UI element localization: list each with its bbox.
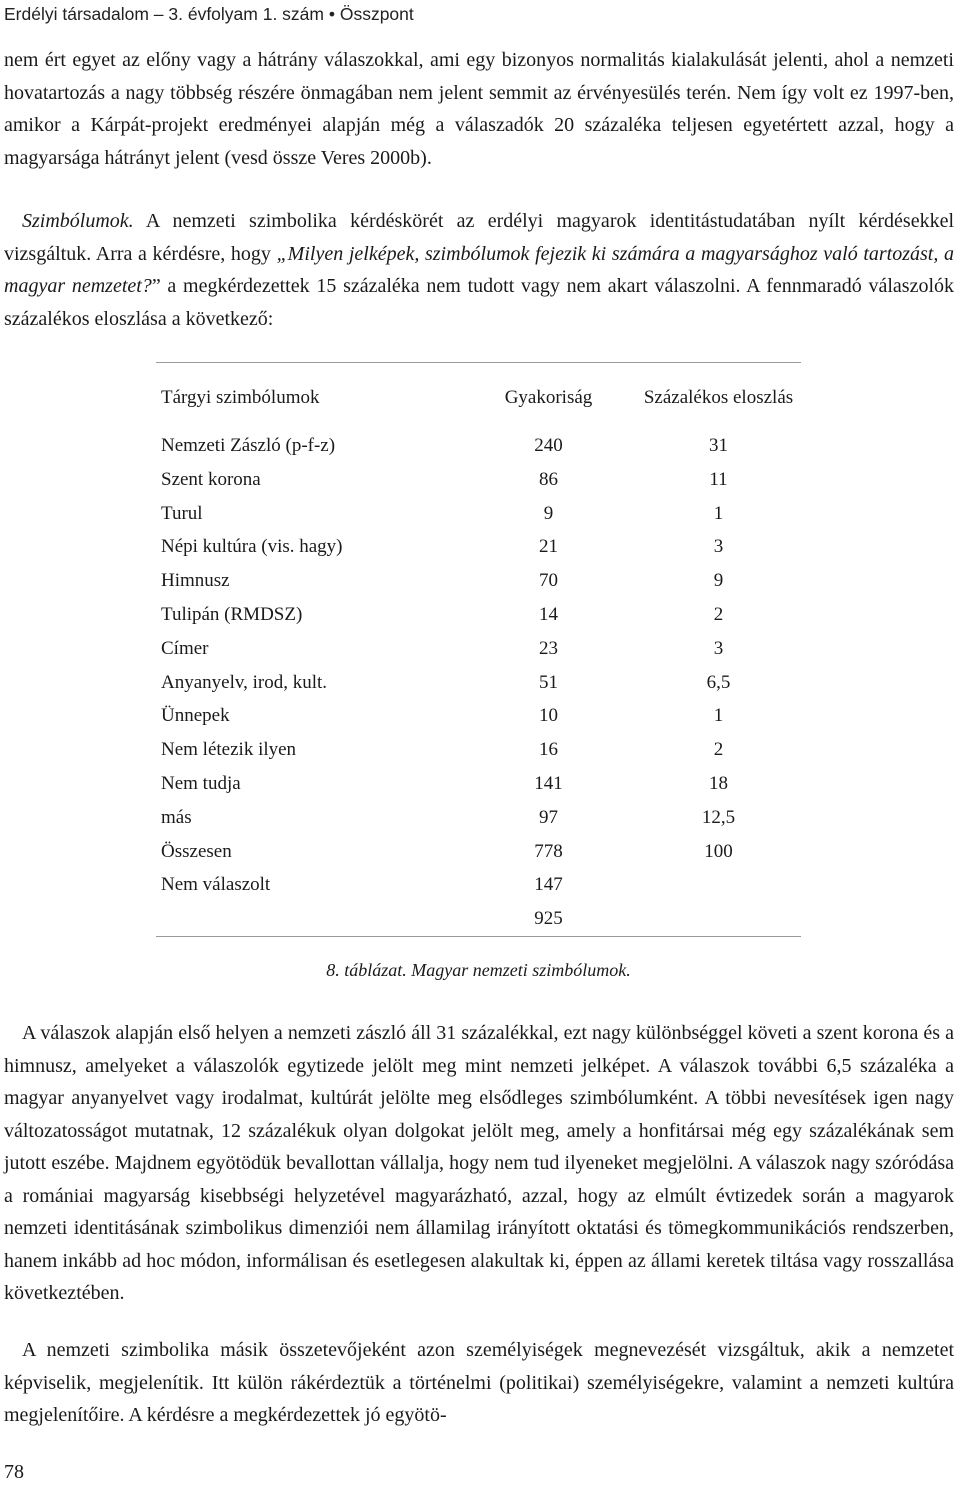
table-cell: Anyanyelv, irod, kult. [161, 671, 328, 693]
table-row [156, 835, 801, 869]
symbols-table [156, 362, 801, 937]
table-cell: Nemzeti Zászló (p-f-z) [161, 435, 336, 456]
table-cell: más [161, 806, 192, 828]
table-cell: 10 [539, 705, 558, 727]
table-cell: 18 [709, 772, 728, 794]
table-cell: Tulipán (RMDSZ) [161, 603, 303, 625]
body-paragraph-4: A nemzeti szimbolika másik összetevőjeként azon személyiségek megnevezését vizsgáltuk, akik a nemzetet képviselik, megjelenítik. Itt külön rákérdeztük a történelmi (politikai) személyiségekre, valamint a nemzeti kultúra megjelenítőire. A kérdésre a megkérdezettek jó egyötö- [4, 1339, 954, 1426]
page-number: 78 [4, 1461, 24, 1483]
table-row [156, 902, 801, 936]
paragraph-text: ” a megkérdezettek 15 százaléka nem tudott vagy nem akart válaszolni. A fennmaradó válaszolók százalékos eloszlása a következő: [4, 275, 955, 330]
table-cell: Himnusz [161, 570, 230, 592]
table-cell: 9 [713, 570, 724, 592]
table-cell: 12,5 [701, 806, 736, 828]
table-cell: 9 [543, 502, 554, 524]
column-header: Százalékos eloszlás [643, 387, 794, 408]
table-cell: 70 [539, 570, 558, 592]
table-cell: 3 [713, 637, 724, 659]
table-row [156, 801, 801, 835]
table-row [156, 564, 801, 598]
body-paragraph-3: A válaszok alapján első helyen a nemzeti zászló áll 31 százalékkal, ezt nagy különbséggel követi a szent korona és a himnusz, amelyeket a válaszolók egytizede jelölt meg mint nemzeti jelképet. A válaszok további 6,5 százaléka a magyar anyanyelvet vagy irodalmat, kultúrát jelölte meg elsődleges szimbólumként. A többi nevesítések igen nagy változatosságot mutatnak, 12 százalékuk olyan dolgokat jelölt meg, amely a honfitársai még egy százalékának sem jutott eszébe. Majdnem egyötödük bevallottan vállalja, hogy nem tud ilyeneket megjelölni. A válaszok nagy szóródása a romániai magyarság kisebbségi helyzetével magyarázható, azzal, hogy az elmúlt évtizedek során a magyarok nemzeti identitásának szimbolikus dimenziói nem államilag irányított oktatási és tömegkommunikációs rendszerben, hanem inkább ad hoc módon, informálisan és esetlegesen alakultak ki, éppen az állami keretek tiltása vagy rosszallása következtében. [4, 1022, 954, 1304]
table-caption: 8. táblázat. Magyar nemzeti szimbólumok. [326, 960, 631, 980]
table-cell: 778 [534, 840, 563, 862]
column-header: Tárgyi szimbólumok [161, 387, 320, 408]
table-row [156, 767, 801, 801]
running-header: Erdélyi társadalom – 3. évfolyam 1. szám • Összpont [4, 4, 414, 24]
table-row [156, 666, 801, 700]
table-cell: 86 [539, 468, 558, 490]
table-cell: 16 [539, 739, 558, 761]
table-cell: 2 [713, 603, 724, 625]
paragraph-text: A nemzeti szimbolika kérdéskörét az erdélyi magyarok identitástudatában nyílt kérdésekkel vizsgáltuk. Arra a kérdésre, hogy [4, 210, 954, 265]
table-cell: 23 [539, 637, 558, 659]
table-cell: Nem tudja [161, 772, 241, 794]
table-row [156, 699, 801, 733]
table-cell: 21 [539, 536, 558, 558]
column-header: Gyakoriság [504, 387, 593, 408]
table-row [156, 632, 801, 666]
table-cell: 97 [539, 806, 558, 828]
table-cell: 31 [709, 435, 728, 456]
table-cell: Turul [161, 502, 203, 524]
table-cell: 100 [704, 840, 733, 862]
table-cell: Nem létezik ilyen [161, 739, 297, 761]
table-row [156, 598, 801, 632]
table-cell: 2 [713, 739, 724, 761]
table-cell [156, 902, 461, 936]
table-cell: Népi kultúra (vis. hagy) [161, 536, 343, 558]
table-cell: 14 [539, 603, 558, 625]
table-cell: 147 [534, 874, 563, 896]
table-cell [636, 902, 801, 936]
table-row [156, 868, 801, 902]
table-cell: 141 [534, 772, 563, 794]
table-cell: Címer [161, 637, 209, 659]
table-cell: 3 [713, 536, 724, 558]
table-cell: Összesen [161, 840, 232, 862]
table-row [156, 733, 801, 767]
table-cell: 1 [713, 705, 724, 727]
table-row [156, 463, 801, 497]
table-cell: 1 [713, 502, 724, 524]
table-cell: 240 [534, 435, 563, 456]
table-cell: Nem válaszolt [161, 874, 271, 896]
table-cell [636, 868, 801, 902]
survey-question: „Milyen jelképek, szimbólumok fejezik ki számára a magyarsághoz való tartozást, a magyar nemzetet? [4, 242, 954, 297]
body-paragraph-1: nem ért egyet az előny vagy a hátrány válaszokkal, ami egy bizonyos normalitás kialakulását jelenti, ahol a nemzeti hovatartozás a nagy többség részére önmagában nem jelent semmit az érvényesülés terén. Nem így volt ez 1997-ben, amikor a Kárpát-projekt eredményei alapján még a válaszadók 20 százaléka teljesen egyetértett azzal, hogy a magyarsága hátrányt jelent (vesd össze Veres 2000b). [4, 49, 954, 169]
table-cell: Szent korona [161, 468, 261, 490]
table-cell: 11 [709, 468, 728, 490]
table-cell: 925 [534, 908, 563, 930]
table-cell: 6,5 [706, 671, 731, 693]
table-cell: Ünnepek [161, 705, 230, 727]
table-row [156, 530, 801, 564]
body-paragraph-2 [4, 205, 954, 335]
table-header-row [156, 363, 801, 429]
section-lead: Szimbólumok. [22, 210, 134, 232]
table-row [156, 497, 801, 531]
table-row [156, 429, 801, 463]
table-cell: 51 [539, 671, 558, 693]
